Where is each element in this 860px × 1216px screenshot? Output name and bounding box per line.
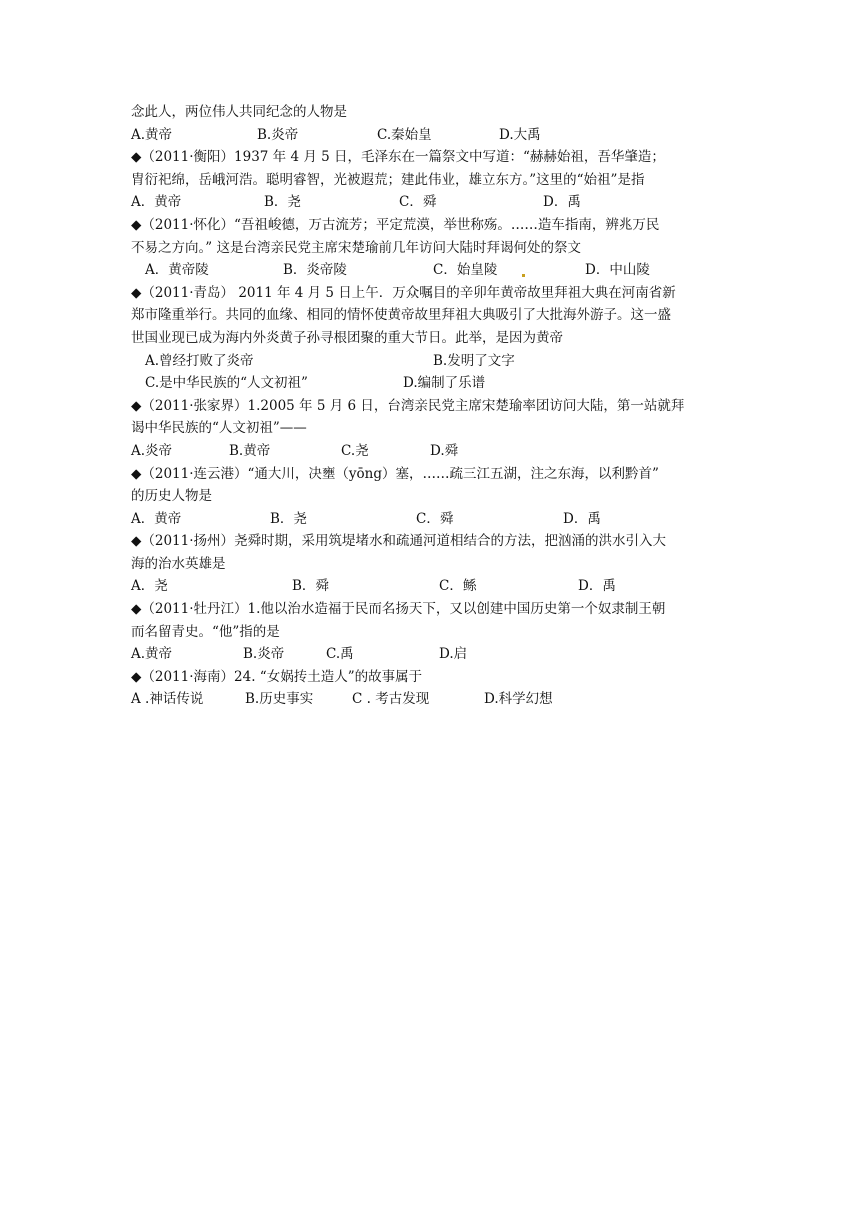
document-body: [131, 101, 731, 711]
options-line: [131, 124, 731, 147]
text-line: 世国业现已成为海内外炎黄子孙寻根团聚的重大节日。此举，是因为黄帝: [131, 329, 563, 346]
option-b: B.黄帝: [229, 442, 271, 459]
option-d: D．中山陵: [585, 262, 650, 279]
text-line: 的历史人物是: [131, 488, 212, 505]
option-b: B．尧: [264, 194, 301, 211]
option-a: A.黄帝: [131, 126, 173, 143]
option-b: B.历史事实: [245, 691, 314, 708]
text-line: 而名留青史。“他”指的是: [131, 623, 280, 640]
question-line: ◆（2011·连云港）“通大川，决壅（yōng）塞，……疏三江五湖，注之东海，以利黔首”: [131, 465, 659, 482]
option-a: A．尧: [131, 578, 168, 595]
option-a: A．黄帝陵: [145, 262, 209, 279]
options-line: [131, 440, 731, 463]
options-line: [131, 372, 731, 395]
option-c: C．舜: [399, 194, 437, 211]
option-b: B．尧: [270, 510, 307, 527]
options-line: [131, 350, 731, 373]
text-line: 念此人，两位伟人共同纪念的人物是: [131, 104, 347, 120]
option-d: D.科学幻想: [484, 691, 553, 708]
options-line: [131, 688, 731, 711]
text-line: 胄衍祀绵，岳峨河浩。聪明睿智，光被遐荒；建此伟业，雄立东方。”这里的“始祖”是指: [131, 171, 645, 188]
option-c: C．鲧: [439, 578, 477, 595]
option-b: B．炎帝陵: [283, 262, 347, 279]
option-a: A．黄帝: [131, 194, 182, 211]
option-a: A.炎帝: [131, 442, 173, 459]
option-b: B．舜: [292, 578, 329, 595]
question-line: ◆（2011·衡阳）1937 年 4 月 5 日，毛泽东在一篇祭文中写道：“赫赫始祖，吾华肇造；: [131, 149, 665, 166]
option-c: C．始皇陵: [433, 262, 498, 279]
text-line: 海的治水英雄是: [131, 555, 226, 572]
option-d: D．禹: [563, 510, 601, 527]
question-line: ◆（2011·扬州）尧舜时期，采用筑堤堵水和疏通河道相结合的方法，把汹涌的洪水引入大: [131, 533, 667, 550]
option-d: D.编制了乐谱: [403, 375, 486, 392]
option-d: D.大禹: [499, 126, 541, 143]
option-a: A．黄帝: [131, 510, 182, 527]
options-line: [131, 643, 731, 666]
option-b: B.炎帝: [257, 126, 299, 143]
options-line: [131, 259, 731, 282]
option-b: B.炎帝: [243, 646, 285, 663]
option-d: D.启: [439, 646, 468, 663]
option-d: D.舜: [430, 442, 459, 459]
text-line: 不易之方向。” 这是台湾亲民党主席宋楚瑜前几年访问大陆时拜谒何处的祭文: [131, 239, 581, 256]
option-c: C．舜: [416, 510, 454, 527]
text-line: 谒中华民族的“人文初祖”——: [131, 420, 307, 437]
options-line: [131, 575, 731, 598]
option-d: D．禹: [578, 578, 616, 595]
options-line: [131, 508, 731, 531]
question-line: ◆（2011·青岛） 2011 年 4 月 5 日上午．万众嘱目的辛卯年黄帝故里拜祖大典在河南省新: [131, 284, 676, 301]
option-c: C.尧: [341, 442, 369, 459]
stray-mark: [522, 274, 525, 277]
option-c: C.是中华民族的“人文初祖”: [145, 375, 308, 392]
option-c: C.秦始皇: [377, 126, 432, 143]
option-d: D．禹: [543, 194, 581, 211]
option-c: C.禹: [326, 646, 354, 663]
question-line: ◆（2011·怀化）“吾祖峻德，万古流芳；平定荒漠，举世称殇。……造车指南，辨兆万民: [131, 216, 660, 233]
option-c: C . 考古发现: [352, 691, 430, 708]
options-line: [131, 191, 731, 214]
option-b: B.发明了文字: [433, 352, 515, 369]
question-line: ◆（2011·牡丹江）1.他以治水造福于民而名扬天下，又以创建中国历史第一个奴隶制王朝: [131, 601, 666, 618]
text-line: 郑市隆重举行。共同的血缘、相同的情怀使黄帝故里拜祖大典吸引了大批海外游子。这一盛: [131, 307, 671, 324]
option-a: A.黄帝: [131, 646, 173, 663]
question-line: ◆（2011·张家界）1.2005 年 5 月 6 日，台湾亲民党主席宋楚瑜率团访问大陆，第一站就拜: [131, 397, 685, 414]
question-line: ◆（2011·海南）24. “女娲抟土造人”的故事属于: [131, 668, 423, 685]
option-a: A.曾经打败了炎帝: [145, 352, 254, 369]
option-a: A .神话传说: [131, 691, 204, 708]
